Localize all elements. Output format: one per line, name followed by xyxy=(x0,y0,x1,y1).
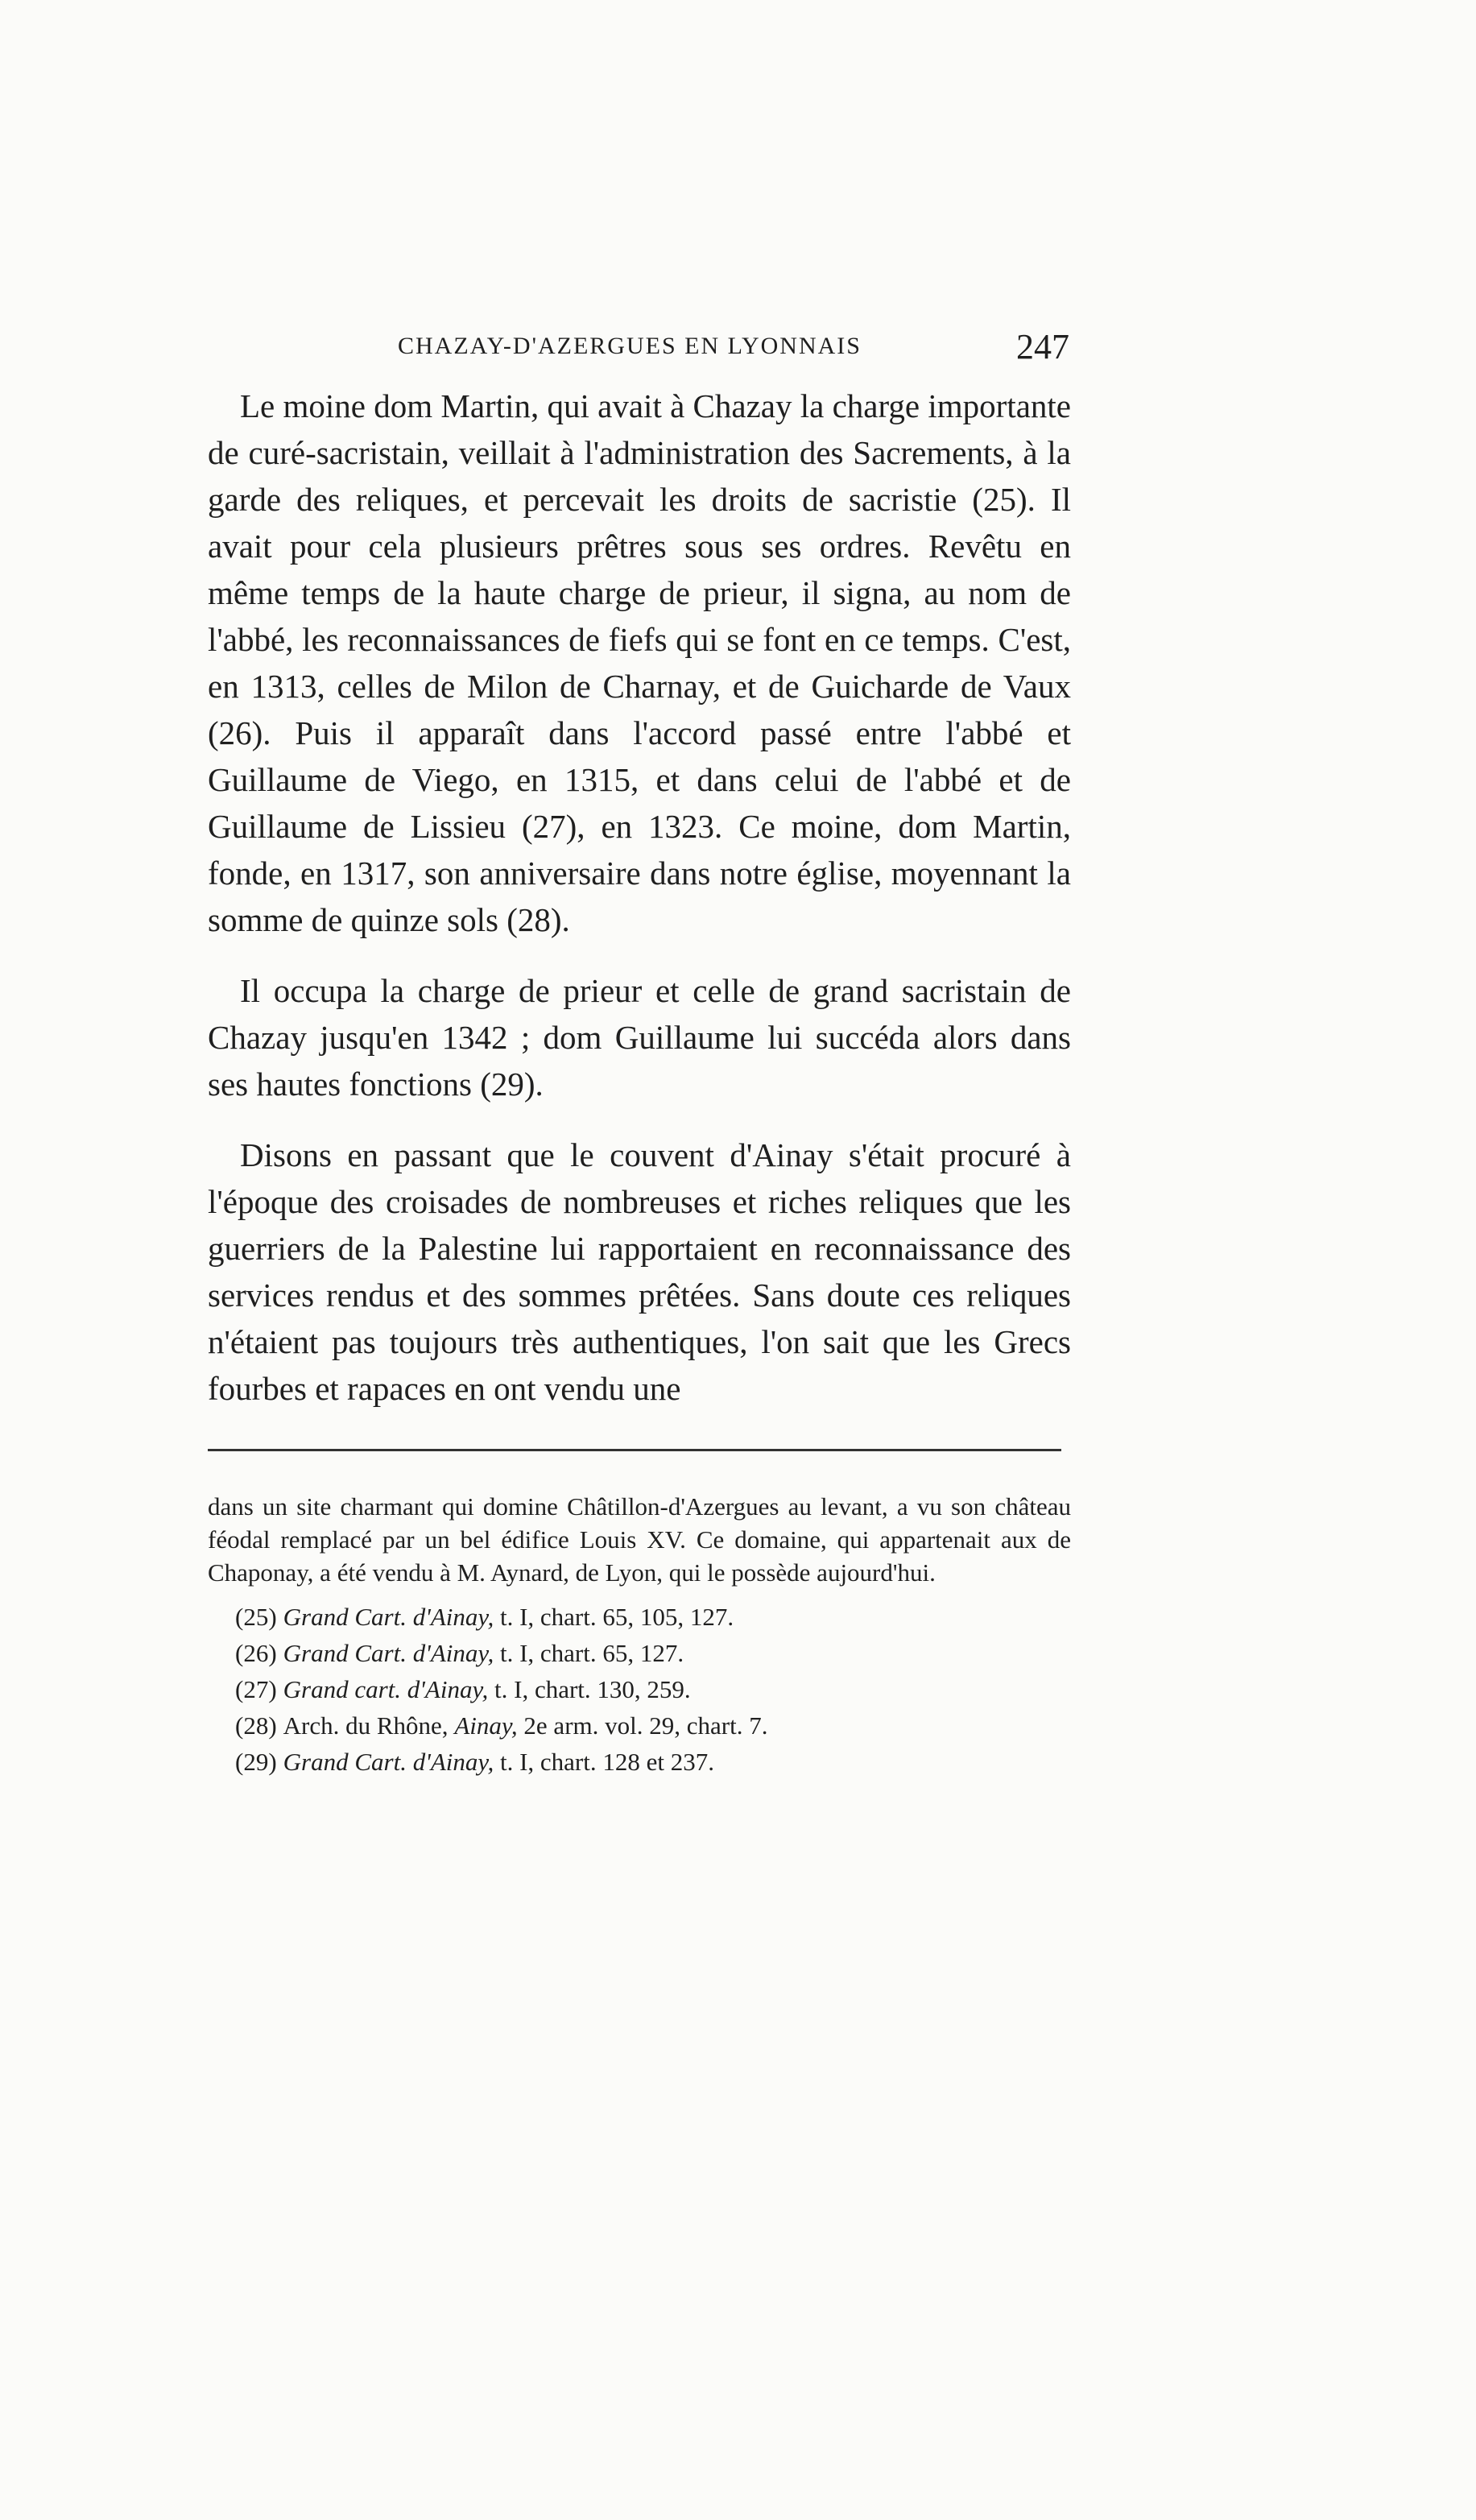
footnote-29 xyxy=(208,1744,1071,1780)
running-head xyxy=(208,326,1071,383)
footnote-number: (28) xyxy=(235,1711,277,1740)
running-title: CHAZAY-D'AZERGUES EN LYONNAIS xyxy=(398,333,862,359)
footnote-number: (26) xyxy=(235,1639,277,1667)
footnotes xyxy=(208,1490,1071,1780)
footnote-divider xyxy=(208,1449,1061,1451)
footnote-26 xyxy=(208,1635,1071,1671)
footnote-source: Grand Cart. d'Ainay, xyxy=(283,1603,494,1631)
footnote-reference: t. I, chart. 65, 127. xyxy=(494,1639,684,1667)
paragraph-1: Le moine dom Martin, qui avait à Chazay la charge importante de curé-sacristain, veillait à l'administration des Sacrements, à la garde des reliques, et percevait les droits de sacristie (25). Il avait pour cela plusieurs prêtres sous ses ordres. Revêtu en même temps de la haute charge de prieur, il signa, au nom de l'abbé, les reconnaissances de fiefs qui se font en ce temps. C'est, en 1313, celles de Milon de Charnay, et de Guicharde de Vaux (26). Puis il apparaît dans l'accord passé entre l'abbé et Guillaume de Viego, en 1315, et dans celui de l'abbé et de Guillaume de Lissieu (27), en 1323. Ce moine, dom Martin, fonde, en 1317, son anniversaire dans notre église, moyennant la somme de quinze sols (28). xyxy=(208,387,1071,938)
footnote-source: Grand Cart. d'Ainay, xyxy=(283,1748,494,1776)
footnote-reference: t. I, chart. 128 et 237. xyxy=(494,1748,714,1776)
footnote-prefix: Arch. du Rhône, xyxy=(283,1711,455,1740)
footnote-reference: t. I, chart. 65, 105, 127. xyxy=(494,1603,734,1631)
paragraph-3: Disons en passant que le couvent d'Ainay s'était procuré à l'époque des croisades de nombreuses et riches reliques que les guerriers de la Palestine lui rapportaient en reconnaissance des services rendus et des sommes prêtées. Sans doute ces reliques n'étaient pas toujours très authentiques, l'on sait que les Grecs fourbes et rapaces en ont vendu une xyxy=(208,1136,1071,1407)
footnote-number: (29) xyxy=(235,1748,277,1776)
paragraph-2: Il occupa la charge de prieur et celle de grand sacristain de Chazay jusqu'en 1342 ; dom Guillaume lui succéda alors dans ses hautes fonctions (29). xyxy=(208,972,1071,1103)
footnote-reference: 2e arm. vol. 29, chart. 7. xyxy=(517,1711,768,1740)
footnote-number: (27) xyxy=(235,1675,277,1703)
book-page xyxy=(208,326,1071,1780)
footnote-source: Ainay, xyxy=(454,1711,518,1740)
footnote-28 xyxy=(208,1707,1071,1744)
footnote-27 xyxy=(208,1671,1071,1707)
body-text xyxy=(208,383,1071,1412)
page-number: 247 xyxy=(1016,327,1069,366)
footnote-25 xyxy=(208,1599,1071,1635)
footnote-continuation: dans un site charmant qui domine Châtillon-d'Azergues au levant, a vu son château féodal remplacé par un bel édifice Louis XV. Ce domaine, qui appartenait aux de Chaponay, a été vendu à M. Aynard, de Lyon, qui le possède aujourd'hui. xyxy=(208,1492,1071,1587)
footnote-reference: t. I, chart. 130, 259. xyxy=(488,1675,691,1703)
footnote-source: Grand Cart. d'Ainay, xyxy=(283,1639,494,1667)
footnote-source: Grand cart. d'Ainay, xyxy=(283,1675,489,1703)
footnote-number: (25) xyxy=(235,1603,277,1631)
